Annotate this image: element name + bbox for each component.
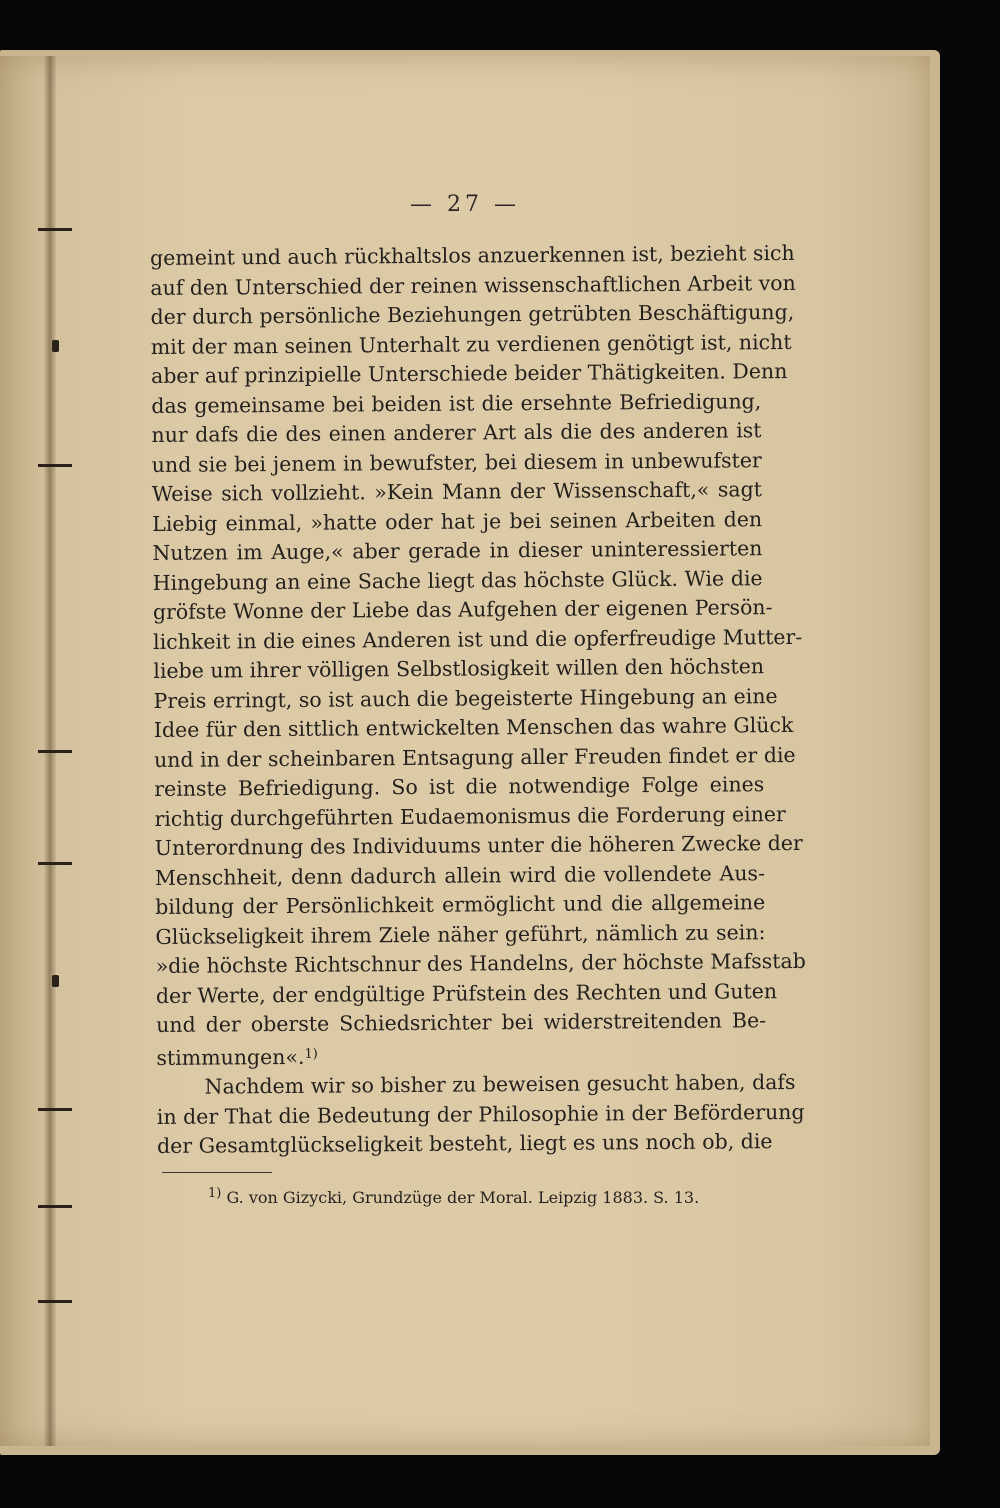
text-line: in der That die Bedeutung der Philosophie in der Beförderung (156, 1099, 805, 1129)
text-line: gröfste Wonne der Liebe das Aufgehen der eigenen Persön- (152, 595, 773, 624)
footnote-separator (162, 1172, 272, 1173)
footnote-marker: 1) (208, 1186, 222, 1201)
text-line: der durch persönliche Beziehungen getrübten Beschäftigung, (150, 299, 795, 329)
footnote (208, 1186, 699, 1207)
paragraph-end-text: stimmungen«. (156, 1044, 305, 1070)
text-line: der Werte, der endgültige Prüfstein des Rechten und Guten (155, 978, 778, 1008)
text-line: der Gesamtglückseligkeit besteht, liegt es uns noch ob, die (156, 1129, 773, 1158)
text-line: »die höchste Richtschnur des Handelns, der höchste Mafsstab (155, 948, 806, 978)
binding-stitch (38, 862, 72, 865)
binding-stitch (38, 750, 72, 753)
binding-knot (52, 975, 59, 987)
text-line: bildung der Persönlichkeit ermöglicht und die allgemeine (155, 890, 766, 919)
text-line: das gemeinsame bei beiden ist die ersehnte Befriedigung, (151, 388, 762, 418)
binding-stitch (38, 1108, 72, 1111)
text-line: liebe um ihrer völligen Selbstlosigkeit willen den höchsten (153, 654, 765, 683)
binding-stitch (38, 228, 72, 231)
text-line: Nachdem wir so bisher zu beweisen gesucht haben, dafs (204, 1069, 796, 1099)
footnote-text: G. von Gizycki, Grundzüge der Moral. Leipzig 1883. S. 13. (226, 1188, 700, 1207)
text-line: reinste Befriedigung. So ist die notwendige Folge eines (154, 772, 765, 801)
text-line: Idee für den sittlich entwickelten Menschen das wahre Glück (153, 712, 794, 742)
text-line: Hingebung an eine Sache liegt das höchste Glück. Wie die (152, 565, 763, 595)
binding-stitch (38, 464, 72, 467)
text-line: gemeint und auch rückhaltslos anzuerkennen ist, bezieht sich (150, 240, 795, 270)
text-line (156, 1036, 766, 1073)
text-line: auf den Unterschied der reinen wissenschaftlichen Arbeit von (150, 270, 796, 300)
text-line: lichkeit in die eines Anderen ist und die opferfreudige Mutter- (153, 624, 803, 654)
text-line: Menschheit, denn dadurch allein wird die vollendete Aus- (154, 860, 766, 890)
paragraph (150, 239, 806, 1073)
text-line: und sie bei jenem in bewufster, bei diesem in unbewufster (151, 447, 762, 477)
text-line: Unterordnung des Individuums unter die höheren Zwecke der (154, 830, 803, 860)
page-number: — 27 — (410, 192, 520, 217)
text-line: richtig durchgeführten Eudaemonismus die Forderung einer (154, 801, 786, 831)
text-line: und in der scheinbaren Entsagung aller Freuden findet er die (153, 742, 796, 772)
text-line: mit der man seinen Unterhalt zu verdienen genötigt ist, nicht (150, 329, 792, 359)
text-line: Nutzen im Auge,« aber gerade in dieser uninteressierten (152, 536, 763, 565)
text-line: Preis erringt, so ist auch die begeisterte Hingebung an eine (153, 683, 778, 713)
text-line: Glückseligkeit ihrem Ziele näher geführt, nämlich zu sein: (155, 919, 766, 949)
text-line: nur dafs die des einen anderer Art als die des anderen ist (151, 418, 762, 447)
text-line: Liebig einmal, »hatte oder hat je bei seinen Arbeiten den (152, 506, 763, 536)
body-text (150, 239, 806, 1161)
text-line: und der oberste Schiedsrichter bei widerstreitenden Be- (156, 1008, 767, 1037)
text-line: aber auf prinzipielle Unterschiede beider Thätigkeiten. Denn (150, 358, 788, 388)
text-line: Weise sich vollzieht. »Kein Mann der Wissenschaft,« sagt (151, 477, 763, 506)
binding-stitch (38, 1205, 72, 1208)
paragraph (156, 1068, 805, 1161)
binding-knot (52, 340, 59, 352)
footnote-reference: 1) (304, 1046, 318, 1062)
binding-stitch (38, 1300, 72, 1303)
